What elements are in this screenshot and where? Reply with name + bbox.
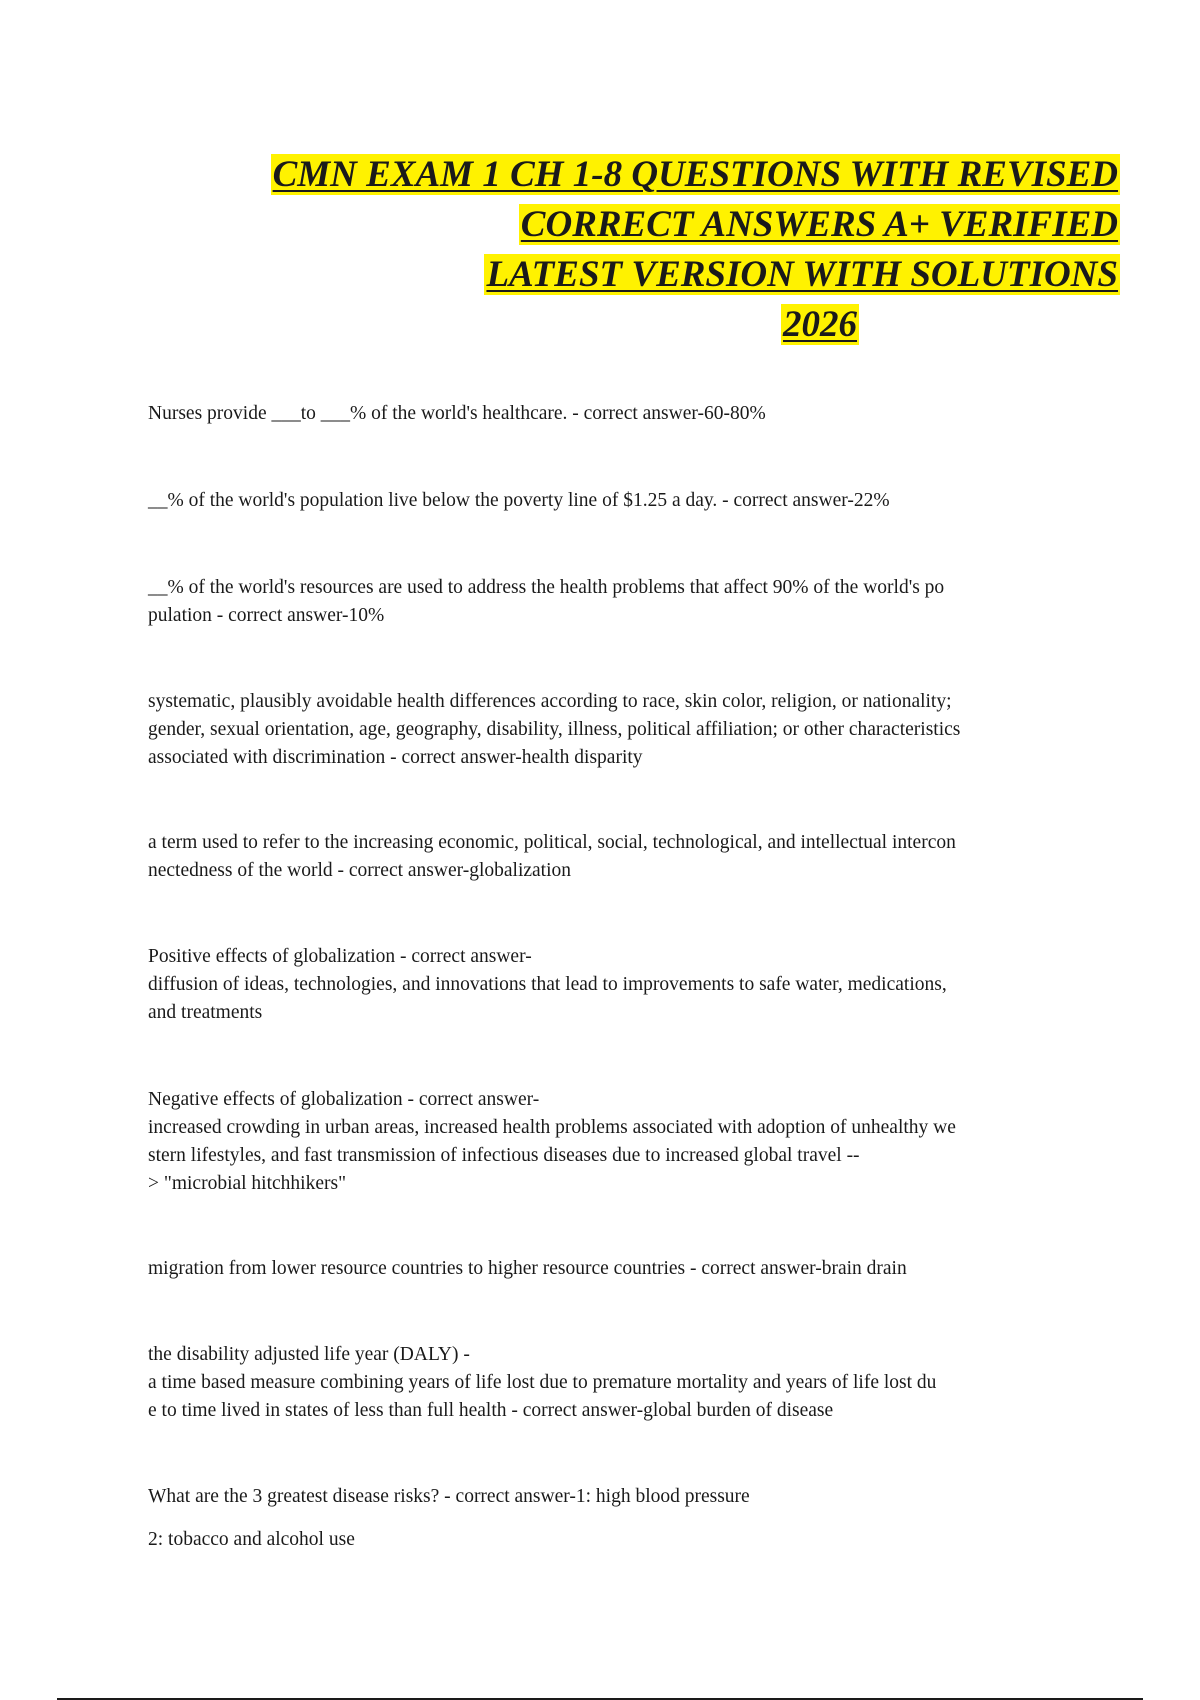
qa-item: What are the 3 greatest disease risks? - correct answer-1: high blood pressure — [148, 1486, 750, 1507]
qa-item: Negative effects of globalization - correct answer- increased crowding in urban areas, increased health problems associated with adoption of unhealthy we stern lifestyles, and fast transmission of infectious diseases due to increased global travel -- > "microbial hitchhikers" — [148, 1089, 956, 1194]
qa-item: Positive effects of globalization - correct answer- diffusion of ideas, technologies, and innovations that lead to improvements to safe water, medications, and treatments — [148, 946, 947, 1023]
qa-item: a term used to refer to the increasing economic, political, social, technological, and intellectual intercon nectedness of the world - correct answer-globalization — [148, 832, 956, 881]
qa-item: the disability adjusted life year (DALY) - a time based measure combining years of life lost due to premature mortality and years of life lost du e to time lived in states of less than full health - correct answer-global burden of disease — [148, 1344, 937, 1421]
qa-item: __% of the world's population live below the poverty line of $1.25 a day. - correct answer-22% — [148, 490, 890, 511]
title-line-4: 2026 — [783, 304, 857, 345]
qa-item: systematic, plausibly avoidable health differences according to race, skin color, religion, or nationality; gender, sexual orientation, age, geography, disability, illness, political affiliation; or other characteristics associated with discrimination - correct answer-health disparity — [148, 691, 961, 768]
title-line-2: CORRECT ANSWERS A+ VERIFIED — [520, 204, 1118, 245]
document-title — [190, 150, 1120, 350]
title-line-3: LATEST VERSION WITH SOLUTIONS — [486, 254, 1118, 295]
qa-item: 2: tobacco and alcohol use — [148, 1529, 355, 1550]
qa-item: __% of the world's resources are used to address the health problems that affect 90% of the world's po pulation - correct answer-10% — [148, 577, 945, 626]
title-line-1: CMN EXAM 1 CH 1-8 QUESTIONS WITH REVISED — [272, 154, 1118, 195]
qa-item: migration from lower resource countries to higher resource countries - correct answer-brain drain — [148, 1258, 907, 1279]
qa-item: Nurses provide ___to ___% of the world's healthcare. - correct answer-60-80% — [148, 403, 766, 424]
